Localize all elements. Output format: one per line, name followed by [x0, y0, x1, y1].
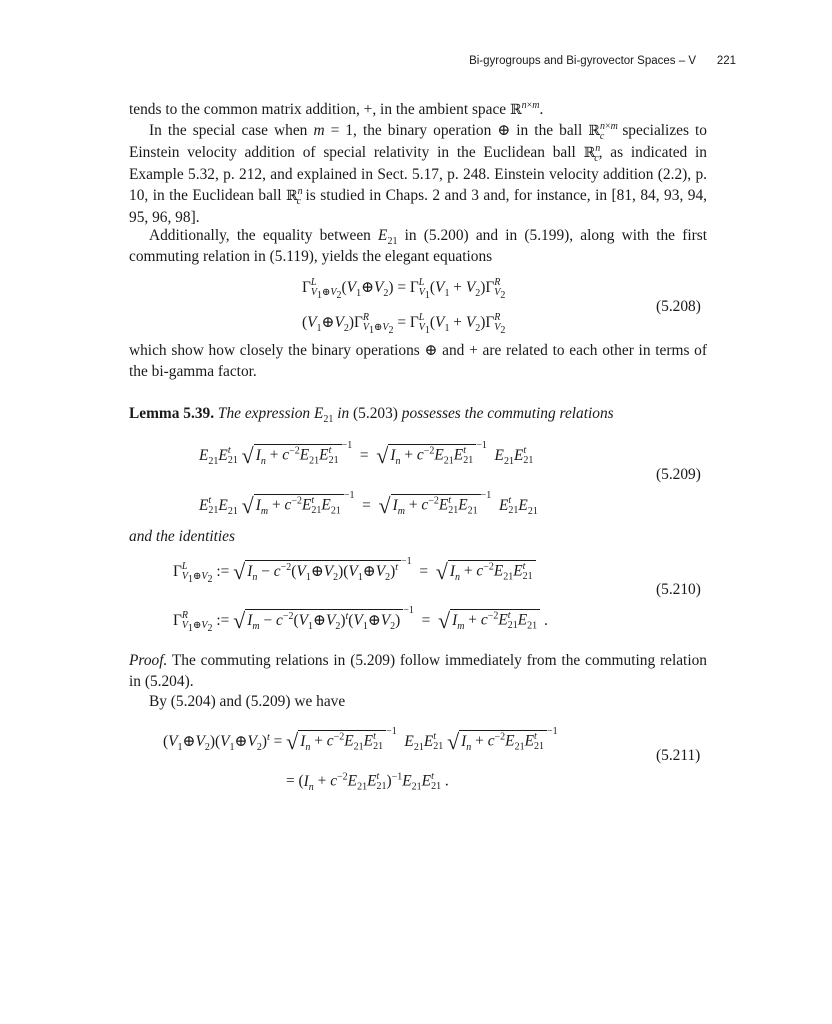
identities-line: and the identities [129, 528, 236, 545]
equation-number-5-208: (5.208) [656, 298, 701, 315]
running-title: Bi-gyrogroups and Bi-gyrovector Spaces – V [469, 55, 696, 67]
equation-5-210-line-1: Γ L $V_1\oplus V_2$ := √ $I_n$ − $c^{-2}(V_1\oplus V_2)(V_1\oplus V_2)^{t-1}$ = √ $I_n + c^{-2}E_{21}E$ t 21 [173, 556, 536, 585]
equation-5-210-line-2: Γ R $V_1\oplus V_2$ := √ $I_m$ − $c^{-2}(V_1\oplus V_2)^t(V_1\oplus V_2)^{-1}$ = √ $I_m + c^{-2}E$ t 21 $E_{21}$ . [173, 605, 548, 635]
running-header [0, 55, 832, 71]
paragraph-4: which show how closely the binary operations ⊕ and + are related to each other in terms of the bi-gamma factor. [129, 342, 707, 380]
equation-5-208-line-1: Γ L $V_1\oplus V_2$ $(V_1\oplus V_2) = \Gamma$ L $V_1$ $(V_1 + V_2)\Gamma$ R $V_2$ [302, 277, 506, 302]
equation-number-5-210: (5.210) [656, 581, 701, 598]
equation-5-209-line-1: $E_{21}E$ t 21 √ $I_n + c^{-2}E_{21}E$ t 21 $^{-1}$ = √ $I_n + c^{-2}E_{21}E$ t 21 $^{-1}$ $E_{21}E$ t 21 [199, 440, 534, 468]
paragraph-2: In the special case when m = 1, the binary operation ⊕ in the ball ℝ$^{n\times m}_c$ specializes to Einstein velocity addition of special relativity in the Euclidean ball ℝ$^n_c$, as indicated in Example 5.32, p. 212, and explained in Sect. 5.17, p. 248. Einstein velocity addition (2.2), p. 10, in the Euclidean ball ℝ$^n_c$ is studied in Chaps. 2 and 3 and, for instance, in [81, 84, 93, 94, 95, 96, 98]. [129, 120, 707, 226]
equation-number-5-209: (5.209) [656, 466, 701, 483]
paragraph-1: tends to the common matrix addition, +, in the ambient space ℝ$^{n\times m}$. [129, 99, 544, 118]
by-line: By (5.204) and (5.209) we have [149, 693, 346, 710]
paragraph-3: Additionally, the equality between $E_{21}$ in (5.200) and in (5.199), along with the first commuting relation in (5.119), yields the elegant equations [129, 227, 707, 265]
page-number: 221 [716, 55, 736, 67]
equation-5-211-line-1: $(V_1\oplus V_2)(V_1\oplus V_2)^t$ = √ $I_n + c^{-2}E_{21}E$ t 21 $^{-1}$ $E_{21}E$ t 21 √ $I_n + c^{-2}E_{21}E$ t 21 $^{-1}$ [163, 726, 558, 754]
lemma-5-39: Lemma 5.39. The expression $E_{21}$ in (5.203) possesses the commuting relations [129, 405, 614, 426]
equation-number-5-211: (5.211) [656, 747, 701, 764]
equation-5-211-line-2: = ($I_n + c^{-2}E_{21}E$ t 21 )$^{-1}E_{21}E$ t 21 . [286, 771, 449, 793]
proof-paragraph: Proof. The commuting relations in (5.209) follow immediately from the commuting relation in (5.204). [129, 652, 707, 690]
proof-label: Proof. [129, 652, 168, 669]
equation-5-209-line-2: E t 21 $E_{21}$ √ $I_m + c^{-2}E$ t 21 $E_{21}^{-1}$ = √ $I_m + c^{-2}E$ t 21 $E_{21}^{-1}$ E t 21 $E_{21}$ [199, 490, 538, 518]
lemma-title: Lemma 5.39. [129, 405, 215, 422]
equation-5-208-line-2: $(V_1\oplus V_2)\Gamma$ R $V_1\oplus V_2$ = Γ L $V_1$ $(V_1 + V_2)\Gamma$ R $V_2$ [302, 312, 506, 337]
